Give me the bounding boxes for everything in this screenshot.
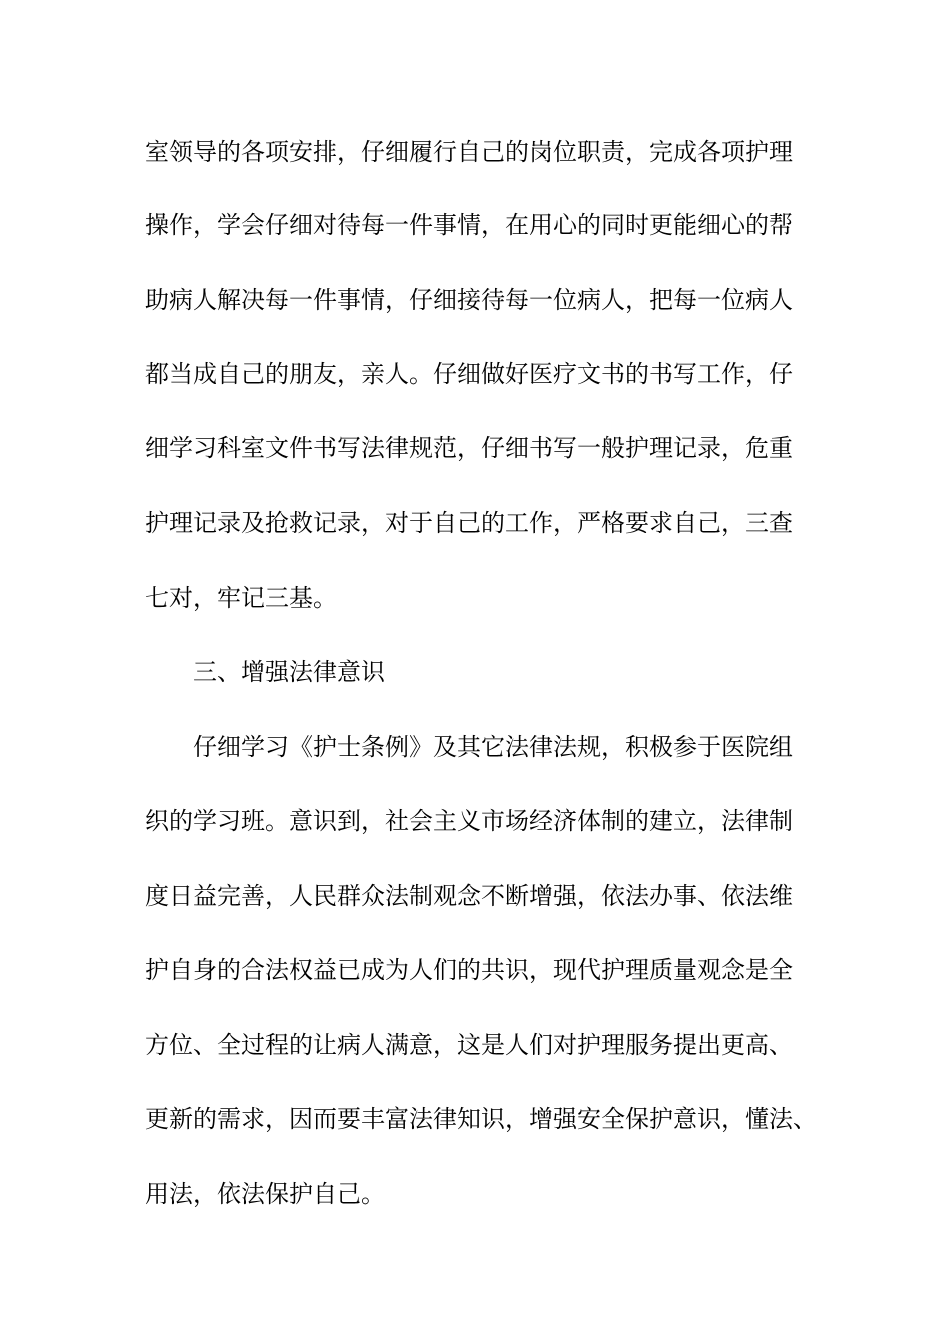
paragraph-line: 仔细学习《护士条例》及其它法律法规，积极参于医院组 [193, 733, 793, 761]
paragraph-line: 助病人解决每一件事情，仔细接待每一位病人，把每一位病人 [145, 286, 793, 314]
paragraph-line: 室领导的各项安排，仔细履行自己的岗位职责，完成各项护理 [145, 138, 793, 166]
paragraph-line: 细学习科室文件书写法律规范，仔细书写一般护理记录，危重 [145, 434, 793, 462]
paragraph-line: 七对，牢记三基。 [145, 584, 337, 612]
paragraph-line: 都当成自己的朋友，亲人。仔细做好医疗文书的书写工作，仔 [145, 360, 793, 388]
paragraph-line: 更新的需求，因而要丰富法律知识，增强安全保护意识，懂法、 [145, 1105, 817, 1133]
paragraph-line: 度日益完善，人民群众法制观念不断增强，依法办事、依法维 [145, 882, 793, 910]
paragraph-line: 用法，依法保护自己。 [145, 1180, 385, 1208]
paragraph-line: 织的学习班。意识到，社会主义市场经济体制的建立，法律制 [145, 807, 793, 835]
paragraph-line: 护理记录及抢救记录，对于自己的工作，严格要求自己，三查 [145, 509, 793, 537]
section-heading: 三、增强法律意识 [193, 658, 385, 686]
paragraph-line: 操作，学会仔细对待每一件事情，在用心的同时更能细心的帮 [145, 211, 793, 239]
paragraph-line: 护自身的合法权益已成为人们的共识，现代护理质量观念是全 [145, 956, 793, 984]
paragraph-line: 方位、全过程的让病人满意，这是人们对护理服务提出更高、 [145, 1031, 793, 1059]
